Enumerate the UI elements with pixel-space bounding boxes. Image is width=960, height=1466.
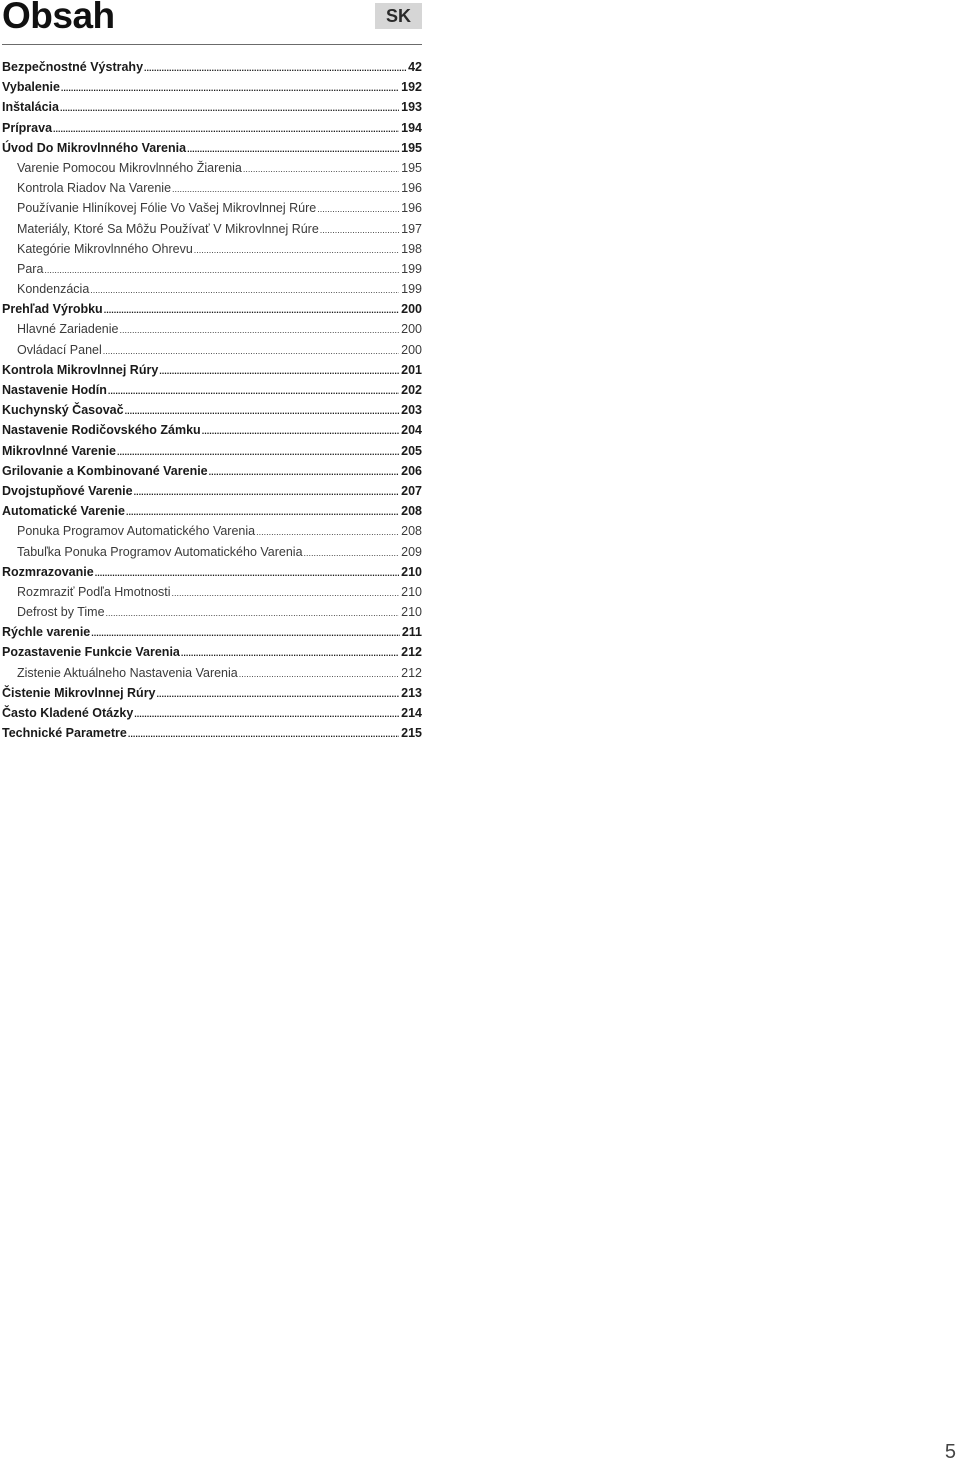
dot-leader	[209, 462, 400, 482]
dot-leader	[134, 704, 399, 724]
page-number: 5	[944, 1441, 956, 1463]
toc-entry-page: 209	[401, 544, 422, 559]
toc-entry-page: 201	[401, 362, 422, 377]
toc-entry[interactable]	[2, 97, 422, 117]
dot-leader	[159, 361, 399, 381]
language-badge: SK	[375, 3, 422, 29]
toc-subentry[interactable]	[2, 521, 422, 541]
dot-leader	[61, 78, 399, 98]
toc-entry[interactable]	[2, 481, 422, 501]
toc-subentry[interactable]	[2, 319, 422, 339]
dot-leader	[108, 381, 399, 401]
toc-entry-page: 192	[401, 80, 422, 95]
dot-leader	[90, 280, 399, 300]
dot-leader	[243, 159, 399, 179]
toc-entry-page: 193	[401, 100, 422, 115]
toc-subentry[interactable]	[2, 219, 422, 239]
toc-entry-page: 207	[401, 483, 422, 498]
page-title: Obsah	[2, 0, 115, 36]
toc-subentry[interactable]	[2, 663, 422, 683]
dot-leader	[317, 199, 399, 219]
toc-entry-label: Ponuka Programov Automatického Varenia	[17, 524, 256, 539]
dot-leader	[60, 98, 399, 118]
dot-leader	[157, 684, 400, 704]
toc-entry-page: 210	[401, 605, 422, 620]
toc-entry-label: Mikrovlnné Varenie	[2, 443, 116, 458]
dot-leader	[304, 543, 400, 563]
toc-entry-page: 195	[401, 160, 422, 175]
toc-entry-page: 210	[401, 564, 422, 579]
toc-entry-label: Používanie Hliníkovej Fólie Vo Vašej Mikrovlnnej Rúre	[17, 201, 317, 216]
toc-entry-label: Hlavné Zariadenie	[17, 322, 119, 337]
dot-leader	[181, 643, 399, 663]
toc-subentry[interactable]	[2, 279, 422, 299]
dot-leader	[202, 421, 399, 441]
toc-subentry[interactable]	[2, 259, 422, 279]
toc-subentry[interactable]	[2, 582, 422, 602]
dot-leader	[106, 603, 400, 623]
toc-entry-label: Príprava	[2, 120, 53, 135]
toc-entry-label: Technické Parametre	[2, 726, 127, 741]
dot-leader	[117, 442, 399, 462]
toc-entry-label: Rozmraziť Podľa Hmotnosti	[17, 584, 171, 599]
dot-leader	[187, 139, 399, 159]
toc-entry[interactable]	[2, 703, 422, 723]
toc-entry-page: 212	[401, 665, 422, 680]
toc-entry-label: Čistenie Mikrovlnnej Rúry	[2, 685, 156, 700]
toc-entry[interactable]	[2, 380, 422, 400]
toc-entry-page: 208	[401, 524, 422, 539]
toc-entry-page: 199	[401, 282, 422, 297]
toc-entry-page: 202	[401, 383, 422, 397]
toc-entry-page: 208	[401, 504, 422, 519]
dot-leader	[239, 664, 399, 684]
toc-entry-page: 206	[401, 463, 422, 478]
toc-entry-page: 200	[401, 322, 422, 337]
toc-entry-page: 203	[401, 403, 422, 418]
dot-leader	[44, 260, 399, 280]
toc-entry-label: Varenie Pomocou Mikrovlnného Žiarenia	[17, 160, 242, 175]
dot-leader	[53, 119, 399, 139]
toc-entry[interactable]	[2, 562, 422, 582]
dot-leader	[126, 502, 399, 522]
toc-subentry[interactable]	[2, 340, 422, 360]
toc-entry[interactable]	[2, 642, 422, 662]
toc-entry-label: Kategórie Mikrovlnného Ohrevu	[17, 241, 193, 256]
toc-entry-label: Kondenzácia	[17, 282, 90, 297]
toc-entry-label: Vybalenie	[2, 80, 60, 95]
toc-entry[interactable]	[2, 501, 422, 521]
toc-entry[interactable]	[2, 622, 422, 642]
toc-entry-page: 212	[401, 645, 422, 660]
dot-leader	[95, 563, 399, 583]
toc-entry-page: 214	[401, 706, 422, 720]
toc-entry-page: 197	[401, 221, 422, 236]
toc-entry-label: Materiály, Ktoré Sa Môžu Používať V Mikrovlnnej Rúre	[17, 221, 319, 236]
toc-entry-page: 200	[401, 342, 422, 357]
toc-entry-label: Pozastavenie Funkcie Varenia	[2, 645, 180, 660]
toc-entry-page: 211	[401, 625, 422, 640]
toc-subentry[interactable]	[2, 602, 422, 622]
toc-entry[interactable]	[2, 118, 422, 138]
dot-leader	[104, 300, 399, 320]
toc-entry[interactable]	[2, 77, 422, 97]
toc-entry-label: Často Kladené Otázky	[2, 706, 134, 720]
toc-entry[interactable]	[2, 57, 422, 77]
toc-entry-label: Rýchle varenie	[2, 625, 91, 640]
toc-entry-page: 213	[401, 685, 422, 700]
toc-entry-label: Nastavenie Hodín	[2, 383, 107, 397]
toc-entry[interactable]	[2, 683, 422, 703]
toc-subentry[interactable]	[2, 198, 422, 218]
toc-entry-page: 205	[401, 443, 422, 458]
toc-entry-page: 196	[401, 201, 422, 216]
dot-leader	[194, 240, 399, 260]
dot-leader	[172, 583, 400, 603]
dot-leader	[256, 522, 399, 542]
toc-entry-label: Automatické Varenie	[2, 504, 125, 519]
toc-entry-label: Dvojstupňové Varenie	[2, 483, 133, 498]
dot-leader	[144, 58, 406, 78]
toc-entry-label: Kuchynský Časovač	[2, 403, 124, 418]
toc-entry-label: Grilovanie a Kombinované Varenie	[2, 463, 208, 478]
toc-entry-label: Para	[17, 261, 44, 276]
toc-entry[interactable]	[2, 299, 422, 319]
dot-leader	[91, 623, 400, 643]
toc-entry-label: Zistenie Aktuálneho Nastavenia Varenia	[17, 665, 238, 680]
toc-entry[interactable]	[2, 400, 422, 420]
toc-entry-page: 195	[401, 140, 422, 155]
header-divider	[2, 44, 422, 45]
toc-entry-page: 199	[401, 261, 422, 276]
toc-entry-label: Prehľad Výrobku	[2, 302, 103, 317]
dot-leader	[172, 179, 399, 199]
toc-entry-label: Bezpečnostné Výstrahy	[2, 60, 144, 74]
dot-leader	[128, 724, 399, 744]
toc-entry-page: 198	[401, 241, 422, 256]
toc-subentry[interactable]	[2, 239, 422, 259]
toc-entry[interactable]	[2, 723, 422, 743]
toc-entry-label: Rozmrazovanie	[2, 564, 94, 579]
dot-leader	[125, 401, 400, 421]
toc-entry-label: Ovládací Panel	[17, 342, 102, 357]
toc-entry-label: Defrost by Time	[17, 605, 105, 620]
toc-subentry[interactable]	[2, 178, 422, 198]
dot-leader	[320, 220, 399, 240]
toc-entry-page: 204	[401, 423, 422, 438]
toc-entry[interactable]	[2, 360, 422, 380]
toc-entry[interactable]	[2, 138, 422, 158]
toc-entry-page: 42	[408, 60, 422, 74]
toc-entry[interactable]	[2, 461, 422, 481]
toc-entry-page: 210	[401, 584, 422, 599]
toc-entry-label: Nastavenie Rodičovského Zámku	[2, 423, 201, 438]
toc-entry-page: 215	[401, 726, 422, 741]
toc-entry-label: Úvod Do Mikrovlnného Varenia	[2, 140, 187, 155]
dot-leader	[134, 482, 400, 502]
toc-subentry[interactable]	[2, 542, 422, 562]
toc-entry-label: Kontrola Mikrovlnnej Rúry	[2, 362, 159, 377]
toc-entry-label: Tabuľka Ponuka Programov Automatického Varenia	[17, 544, 303, 559]
table-of-contents	[2, 57, 422, 743]
toc-entry[interactable]	[2, 441, 422, 461]
toc-entry-page: 200	[401, 302, 422, 317]
toc-entry-page: 194	[401, 120, 422, 135]
toc-subentry[interactable]	[2, 158, 422, 178]
toc-entry-label: Inštalácia	[2, 100, 59, 115]
dot-leader	[103, 341, 399, 361]
toc-entry-label: Kontrola Riadov Na Varenie	[17, 181, 172, 196]
page-header	[2, 0, 422, 44]
toc-entry-page: 196	[401, 181, 422, 196]
dot-leader	[119, 320, 399, 340]
toc-entry[interactable]	[2, 420, 422, 440]
